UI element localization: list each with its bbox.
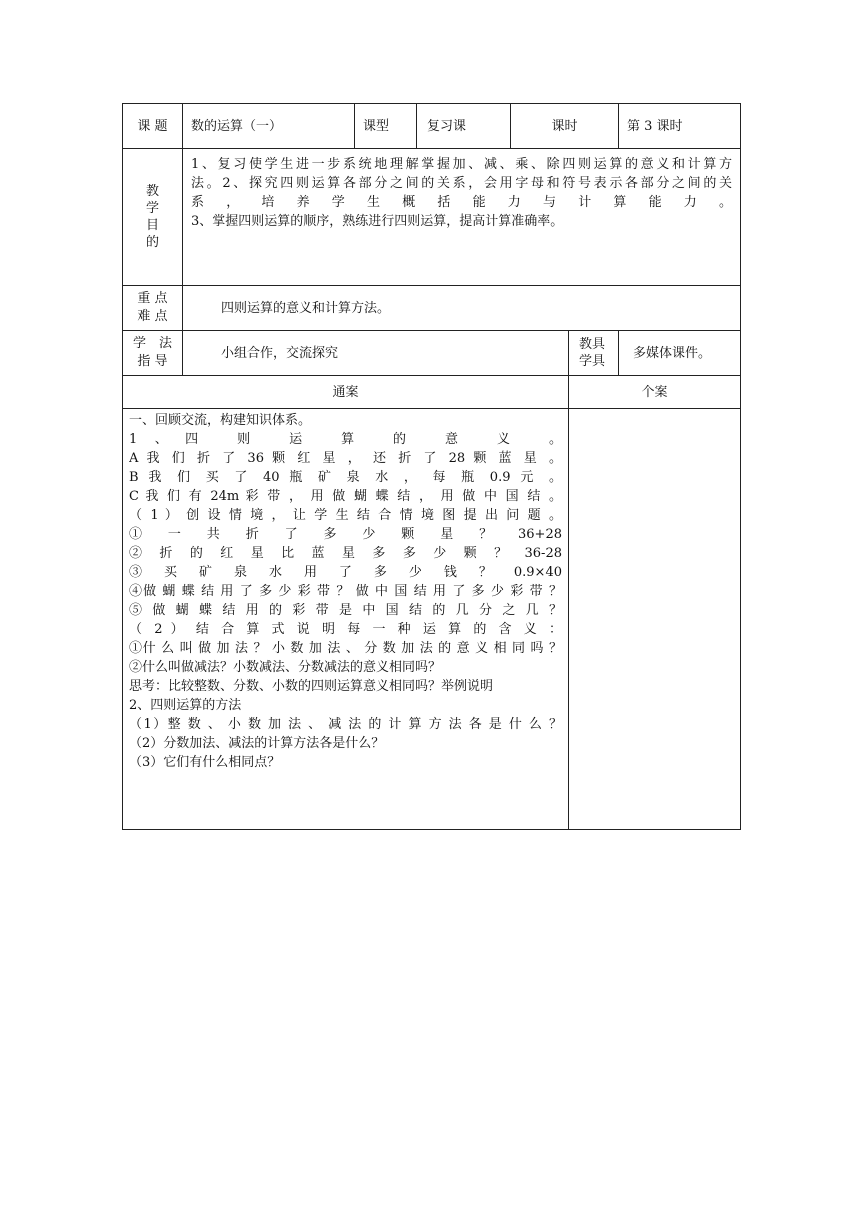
lesson-line: ①什 么 叫 做 加 法 ？ 小 数 加 法 、 分 数 加 法 的 意 义 相 同 吗 ？ bbox=[129, 641, 562, 656]
tools-label-line: 教具 bbox=[579, 337, 606, 352]
lesson-line: B 我 们 买 了 40 瓶 矿 泉 水 ， 每 瓶 0.9 元 。 bbox=[129, 470, 562, 485]
lesson-line: A 我 们 折 了 36 颗 红 星 ， 还 折 了 28 颗 蓝 星 。 bbox=[129, 451, 562, 466]
tools-label-line: 学具 bbox=[579, 354, 606, 369]
key-points-label-line: 难 点 bbox=[137, 309, 168, 324]
lesson-type-label: 课型 bbox=[355, 104, 417, 149]
lesson-line: ② 折 的 红 星 比 蓝 星 多 多 少 颗 ？ 36-28 bbox=[129, 546, 562, 561]
key-points-label-line: 重 点 bbox=[137, 291, 168, 306]
lesson-line: 思考：比较整数、分数、小数的四则运算意义相同吗？举例说明 bbox=[129, 679, 494, 694]
lesson-line: （ 2 ） 结 合 算 式 说 明 每 一 种 运 算 的 含 义 ： bbox=[129, 622, 562, 637]
lesson-line: ③ 买 矿 泉 水 用 了 多 少 钱 ？ 0.9×40 bbox=[129, 565, 562, 580]
goals-label-char: 目 bbox=[145, 218, 159, 233]
period-label: 课时 bbox=[511, 104, 619, 149]
lesson-line: ②什么叫做减法？小数减法、分数减法的意义相同吗？ bbox=[129, 660, 442, 675]
goals-label-char: 学 bbox=[145, 201, 159, 216]
method-value: 小组合作，交流探究 bbox=[183, 331, 569, 376]
method-row bbox=[123, 331, 741, 376]
key-points-label bbox=[123, 286, 183, 331]
common-plan-content bbox=[123, 409, 569, 830]
method-label bbox=[123, 331, 183, 376]
key-points-value: 四则运算的意义和计算方法。 bbox=[183, 286, 741, 331]
personal-plan-heading: 个案 bbox=[569, 376, 741, 409]
goals-row bbox=[123, 149, 741, 286]
lesson-line: （3）它们有什么相同点？ bbox=[129, 755, 281, 770]
goals-content bbox=[183, 149, 741, 286]
lesson-line: （2）分数加法、减法的计算方法各是什么？ bbox=[129, 736, 385, 751]
lesson-line: 2、四则运算的方法 bbox=[129, 698, 242, 713]
lesson-line: ⑤ 做 蝴 蝶 结 用 的 彩 带 是 中 国 结 的 几 分 之 几 ？ bbox=[129, 603, 562, 618]
lesson-plan-table bbox=[122, 103, 741, 830]
lesson-line: 1、四 则 运 算 的 意 义 。 bbox=[129, 432, 562, 447]
personal-plan-content bbox=[569, 409, 741, 830]
goals-label-char: 教 bbox=[145, 184, 159, 199]
lesson-line: ④做 蝴 蝶 结 用 了 多 少 彩 带 ？ 做 中 国 结 用 了 多 少 彩 带 ？ bbox=[129, 584, 562, 599]
header-row bbox=[123, 104, 741, 149]
lesson-line: ① 一 共 折 了 多 少 颗 星 ？ 36+28 bbox=[129, 527, 562, 542]
lesson-line: （ 1 ） 创 设 情 境 ， 让 学 生 结 合 情 境 图 提 出 问 题 。 bbox=[129, 508, 562, 523]
lesson-type-value: 复习课 bbox=[417, 104, 511, 149]
tools-label bbox=[569, 331, 619, 376]
goal-line: 系 ， 培 养 学 生 概 括 能 力 与 计 算 能 力 。 bbox=[191, 195, 733, 210]
key-points-row bbox=[123, 286, 741, 331]
tools-value: 多媒体课件。 bbox=[619, 331, 741, 376]
period-value: 第 3 课时 bbox=[619, 104, 741, 149]
common-plan-heading: 通案 bbox=[123, 376, 569, 409]
goals-label-char: 的 bbox=[145, 235, 159, 250]
goals-label bbox=[123, 149, 183, 286]
lesson-lines bbox=[129, 411, 562, 772]
lesson-line: （1）整 数 、 小 数 加 法 、 减 法 的 计 算 方 法 各 是 什 么 ？ bbox=[129, 717, 562, 732]
method-label-line: 指 导 bbox=[137, 354, 168, 369]
goal-line: 3、掌握四则运算的顺序，熟练进行四则运算，提高计算准确率。 bbox=[191, 214, 564, 229]
lesson-content-row bbox=[123, 409, 741, 830]
goal-line: 1、复习使学生进一步系统地理解掌握加、减、乘、除四则运算的意义和计算方 bbox=[191, 157, 733, 172]
lesson-line: 一、回顾交流，构建知识体系。 bbox=[129, 413, 312, 428]
method-label-line: 学 法 bbox=[132, 336, 172, 351]
topic-value: 数的运算（一） bbox=[183, 104, 355, 149]
columns-header-row bbox=[123, 376, 741, 409]
goal-line: 法。2、探究四则运算各部分之间的关系，会用字母和符号表示各部分之间的关 bbox=[191, 176, 733, 191]
lesson-line: C 我 们 有 24m 彩 带 ， 用 做 蝴 蝶 结 ， 用 做 中 国 结 。 bbox=[129, 489, 562, 504]
topic-label: 课 题 bbox=[123, 104, 183, 149]
